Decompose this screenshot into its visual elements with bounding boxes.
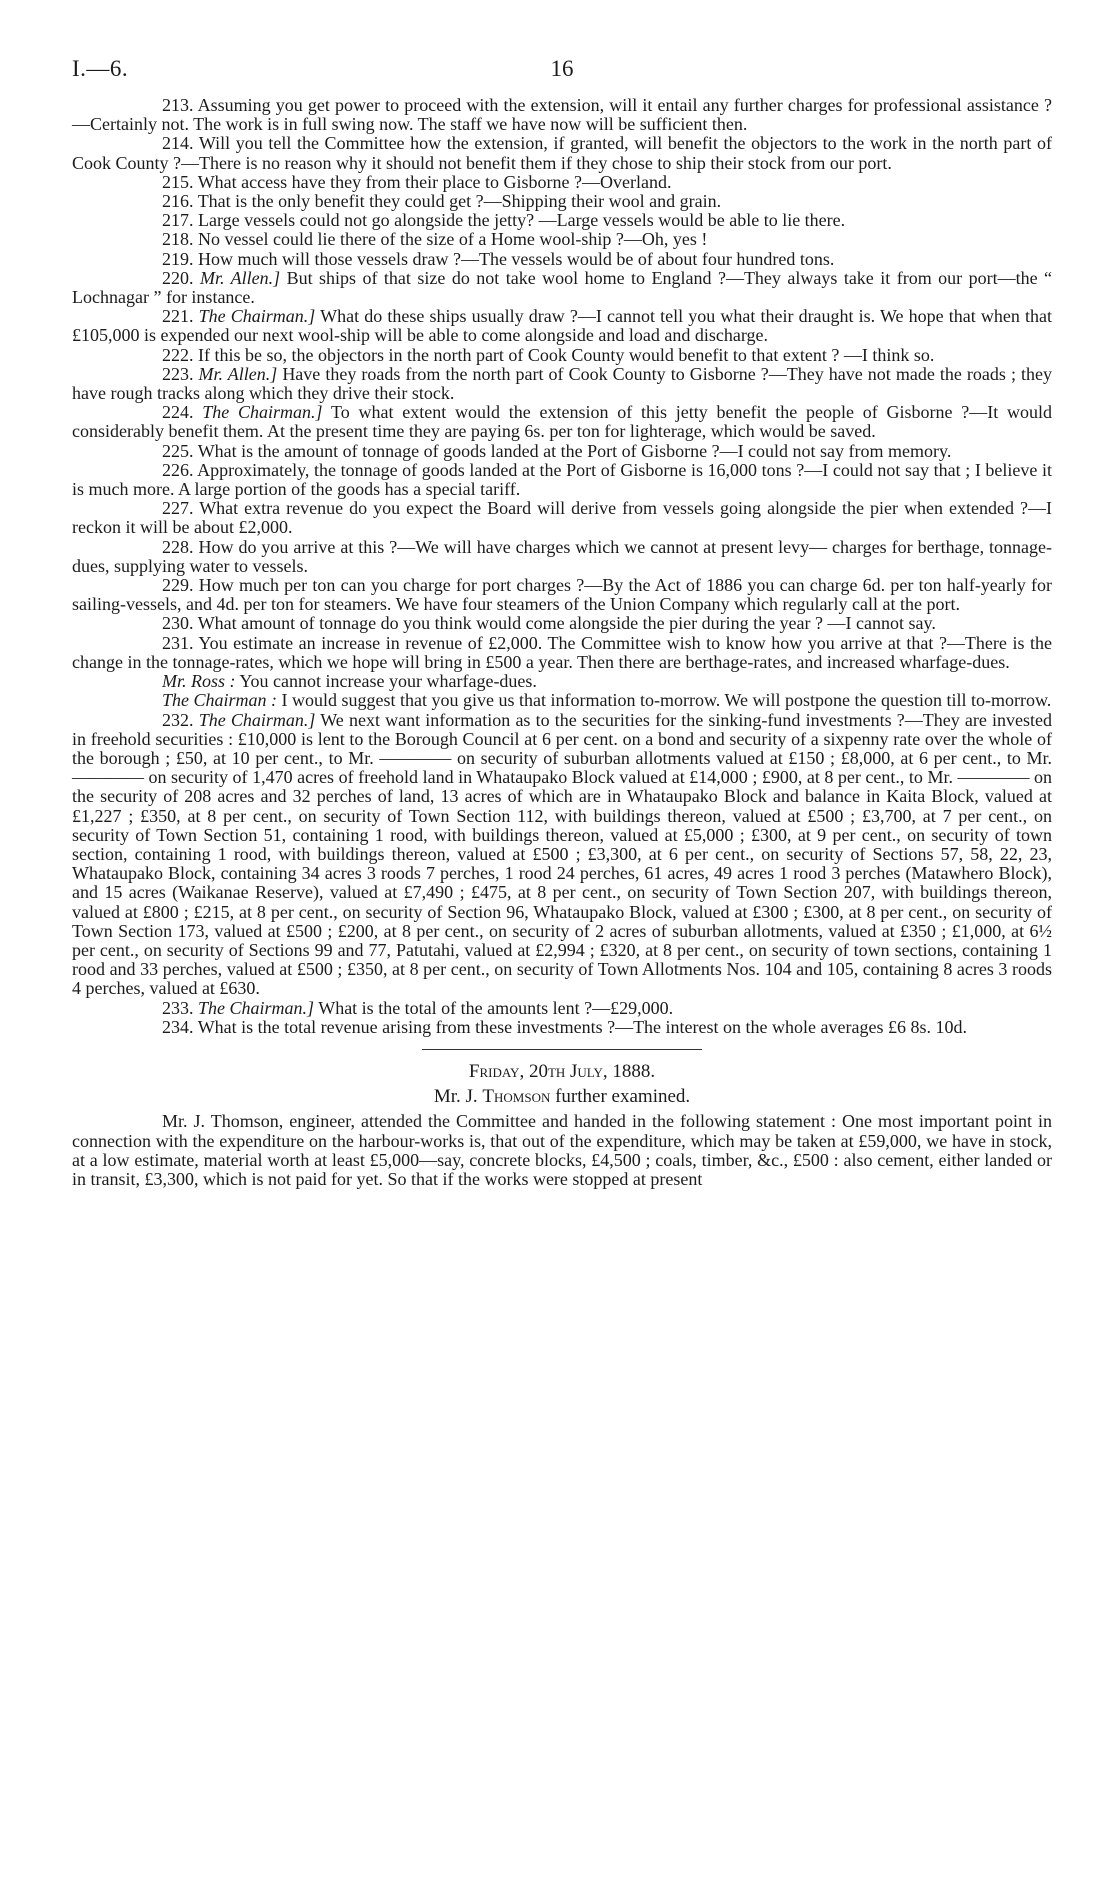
question-number: 218.: [162, 229, 194, 250]
speaker-label: The Chairman.]: [198, 997, 315, 1018]
evidence-paragraph: [72, 499, 1052, 537]
evidence-paragraph: [72, 403, 1052, 441]
evidence-paragraph: [72, 173, 1052, 192]
evidence-paragraph: [72, 538, 1052, 576]
question-number: 229.: [162, 575, 194, 596]
evidence-paragraph: [72, 250, 1052, 269]
speaker-label: The Chairman :: [162, 690, 278, 711]
question-text: What access have they from their place to Gisborne ?—Overland.: [197, 171, 672, 192]
evidence-paragraph: [72, 192, 1052, 211]
section-subtitle: [72, 1087, 1052, 1106]
question-text: What do these ships usually draw ?—I cannot tell you what their draught is. We hope that when that £105,000 is expended our next wool-ship will be able to come alongside and load and discharge.: [72, 306, 1053, 346]
question-number: 215.: [162, 171, 194, 192]
question-number: 226.: [162, 459, 194, 480]
question-number: 232.: [162, 709, 194, 730]
question-number: 228.: [162, 536, 194, 557]
question-text: What is the total of the amounts lent ?—£29,000.: [318, 997, 674, 1018]
question-text: That is the only benefit they could get ?—Shipping their wool and grain.: [197, 191, 722, 212]
evidence-paragraph: [72, 365, 1052, 403]
question-number: 224.: [162, 402, 194, 423]
question-number: 231.: [162, 632, 194, 653]
section-date: Friday, 20th July, 1888.: [468, 1060, 656, 1082]
question-text: What extra revenue do you expect the Board will derive from vessels going alongside the pier when extended ?—I reckon it will be about £2,000.: [72, 498, 1052, 538]
evidence-paragraph: [72, 230, 1052, 249]
evidence-paragraph: [72, 999, 1052, 1018]
question-text: No vessel could lie there of the size of a Home wool-ship ?—Oh, yes !: [198, 229, 708, 250]
document-body: [72, 96, 1052, 1189]
question-number: 227.: [162, 498, 194, 519]
question-number: 214.: [162, 133, 194, 154]
page-header: [72, 56, 1052, 96]
document-page: [72, 56, 1052, 1189]
speaker-label: The Chairman.]: [198, 709, 316, 730]
question-number: 219.: [162, 248, 194, 269]
question-text: You cannot increase your wharfage-dues.: [239, 671, 537, 692]
evidence-paragraph: [72, 691, 1052, 710]
question-text: Assuming you get power to proceed with the extension, will it entail any further charges for professional assistance ?—Certainly not. The work is in full swing now. The staff we have now will be sufficient then.: [72, 95, 1052, 135]
question-number: 233.: [162, 997, 194, 1018]
speaker-label: The Chairman.]: [202, 402, 323, 423]
question-text: Will you tell the Committee how the extension, if granted, will benefit the objectors to the work in the north part of Cook County ?—There is no reason why it should not benefit them if they chose to ship their stock from our port.: [72, 133, 1052, 173]
section-divider: [422, 1049, 702, 1050]
question-text: But ships of that size do not take wool home to England ?—They always take it from our port—the “ Lochnagar ” for instance.: [72, 267, 1053, 308]
question-number: 225.: [162, 440, 194, 461]
evidence-paragraph: [72, 269, 1052, 307]
question-text: We next want information as to the securities for the sinking-fund investments ?—They are invested in freehold securities : £10,000 is lent to the Borough Council at 6 per cent. on a bond and security of a sixpenny rate over the whole of the borough ; £50, at 10 per cent., to Mr. ———— on security of suburban allotments valued at £150 ; £8,000, at 6 per cent., to Mr. ———— on security of 1,470 acres of freehold land in Whataupako Block valued at £14,000 ; £900, at 8 per cent., to Mr. ———— on the security of 208 acres and 32 perches of land, 13 acres of which are in Whataupako Block and balance in Kaita Block, valued at £1,227 ; £350, at 8 per cent., on security of Town Section 112, with buildings thereon, valued at £500 ; £3,700, at 7 per cent., on security of Town Section 51, containing 1 rood, with buildings thereon, valued at £5,000 ; £300, at 9 per cent., on security of town section, containing 1 rood, with buildings thereon, valued at £500 ; £3,300, at 6 per cent., on security of Sections 57, 58, 22, 23, Whataupako Block, containing 34 acres 3 roods 7 perches, 1 rood 24 perches, 61 acres, 49 acres 1 rood 3 perches (Matawhero Block), and 15 acres (Waikanae Reserve), valued at £7,490 ; £475, at 8 per cent., on security of Town Section 207, with buildings thereon, valued at £800 ; £215, at 8 per cent., on security of Section 96, Whataupako Block, valued at £300 ; £300, at 8 per cent., on security of Town Section 173, valued at £500 ; £200, at 8 per cent., on security of 2 acres of suburban allotments, valued at £350 ; £1,000, at 6½ per cent., on security of Sections 99 and 77, Patutahi, valued at £2,994 ; £320, at 8 per cent., on security of town sections, containing 1 rood and 33 perches, valued at £500 ; £350, at 8 per cent., on security of Town Allotments Nos. 104 and 105, containing 8 acres 3 roods 4 perches, valued at £630.: [72, 709, 1053, 999]
evidence-paragraph: [72, 1018, 1052, 1037]
subtitle-suffix: further examined.: [555, 1086, 691, 1108]
evidence-paragraph: [72, 461, 1052, 499]
question-text: Approximately, the tonnage of goods landed at the Port of Gisborne is 16,000 tons ?—I could not say that ; I believe it is much more. A large portion of the goods has a special tariff.: [72, 459, 1052, 500]
question-text: To what extent would the extension of this jetty benefit the people of Gisborne ?—It would considerably benefit them. At the present time they are paying 6s. per ton for lighterage, which would be saved.: [72, 402, 1052, 442]
question-number: 213.: [162, 95, 194, 115]
evidence-paragraph: [72, 634, 1052, 672]
question-text: Large vessels could not go alongside the jetty? —Large vessels would be able to lie there.: [198, 210, 846, 231]
question-number: 221.: [162, 306, 194, 327]
subtitle-prefix: Mr. J.: [433, 1086, 478, 1108]
question-text: What is the total revenue arising from these investments ?—The interest on the whole averages £6 8s. 10d.: [197, 1016, 967, 1037]
evidence-paragraph: [72, 672, 1052, 691]
statement-paragraph: Mr. J. Thomson, engineer, attended the Committee and handed in the following statement : One most important point in connection with the expenditure on the harbour-works is, that out of the expenditure, which may be taken at £59,000, we have in stock, at a low estimate, material worth at least £5,000—say, concrete blocks, £4,500 ; coals, timber, &c., £500 : also cement, either landed or in transit, £3,300, which is not paid for yet. So that if the works were stopped at present: [72, 1111, 1052, 1189]
evidence-paragraph: [72, 442, 1052, 461]
question-number: 220.: [162, 267, 194, 288]
question-text: Have they roads from the north part of Cook County to Gisborne ?—They have not made the roads ; they have rough tracks along which they drive their stock.: [72, 363, 1052, 404]
question-number: 234.: [162, 1016, 194, 1037]
question-number: 216.: [162, 191, 194, 212]
evidence-paragraph: [72, 96, 1052, 134]
evidence-paragraph: [72, 614, 1052, 633]
evidence-paragraph: [72, 307, 1052, 345]
question-number: 230.: [162, 613, 194, 634]
question-text: What is the amount of tonnage of goods landed at the Port of Gisborne ?—I could not say from memory.: [197, 440, 952, 461]
page-number: 16: [550, 56, 574, 81]
evidence-paragraph: [72, 346, 1052, 365]
question-number: 222.: [162, 344, 194, 365]
evidence-paragraph: [72, 211, 1052, 230]
document-reference: I.—6.: [72, 56, 129, 81]
question-text: What amount of tonnage do you think would come alongside the pier during the year ? —I cannot say.: [197, 613, 936, 634]
question-text: How do you arrive at this ?—We will have charges which we cannot at present levy— charges for berthage, tonnage-dues, supplying water to vessels.: [72, 536, 1053, 576]
subtitle-name: Thomson: [482, 1086, 551, 1108]
question-text: I would suggest that you give us that information to-morrow. We will postpone the question till to-morrow.: [281, 690, 1052, 711]
question-number: 217.: [162, 210, 194, 231]
evidence-paragraph: [72, 711, 1052, 999]
evidence-paragraph: [72, 576, 1052, 614]
speaker-label: The Chairman.]: [198, 306, 316, 327]
question-number: 223.: [162, 363, 194, 384]
question-text: How much will those vessels draw ?—The vessels would be of about four hundred tons.: [198, 248, 835, 269]
evidence-paragraph: [72, 134, 1052, 172]
question-text: How much per ton can you charge for port charges ?—By the Act of 1886 you can charge 6d. per ton half-yearly for sailing-vessels, and 4d. per ton for steamers. We have four steamers of the Union Company which regularly call at the port.: [72, 575, 1052, 615]
question-text: If this be so, the objectors in the north part of Cook County would benefit to that extent ? —I think so.: [198, 344, 935, 365]
speaker-label: Mr. Allen.]: [198, 363, 278, 384]
question-text: You estimate an increase in revenue of £2,000. The Committee wish to know how you arrive at that ?—There is the change in the tonnage-rates, which we hope will bring in £500 a year. Then there are berthage-rates, and increased wharfage-dues.: [72, 632, 1052, 672]
evidence-list: [72, 96, 1052, 1037]
speaker-label: Mr. Ross :: [162, 671, 236, 692]
speaker-label: Mr. Allen.]: [199, 267, 281, 288]
